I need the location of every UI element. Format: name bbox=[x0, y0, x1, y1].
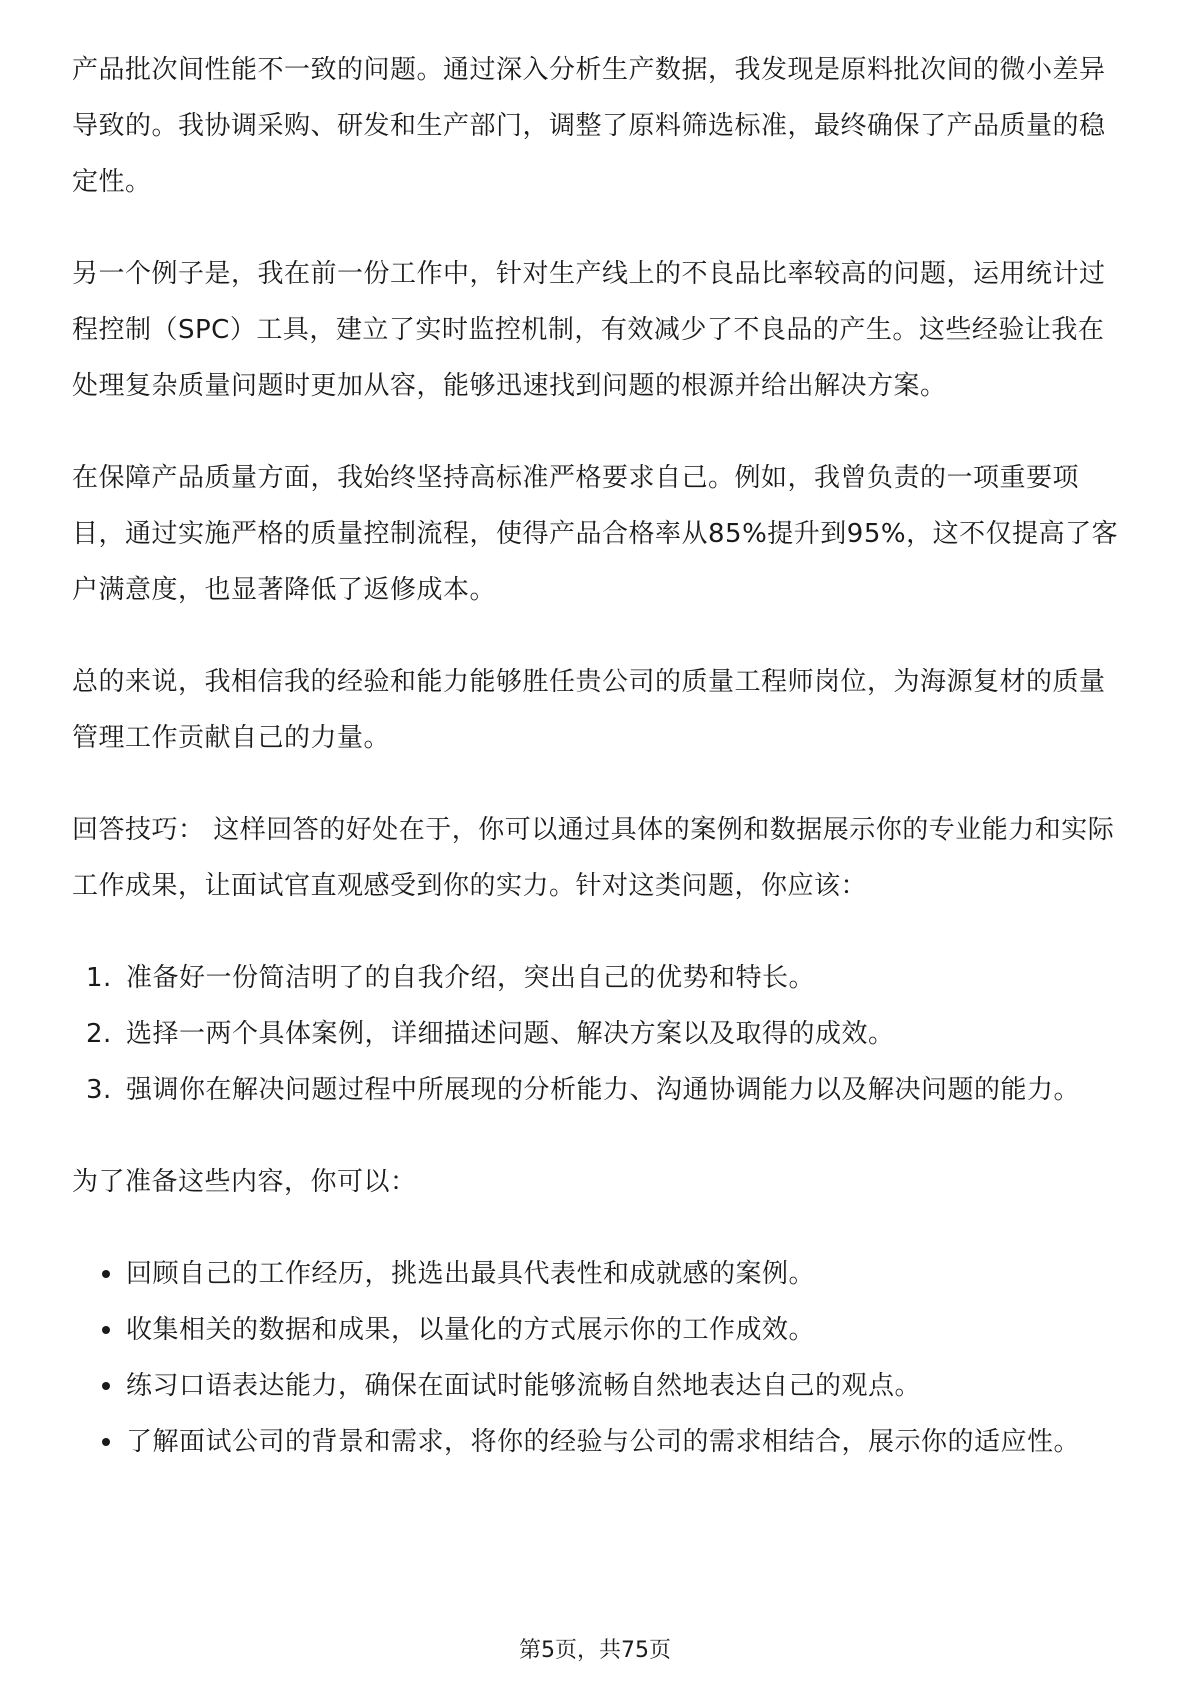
bullet-icon bbox=[102, 1326, 110, 1334]
page-footer: 第5页，共75页 bbox=[519, 1638, 671, 1663]
list-item-text: 选择一两个具体案例，详细描述问题、解决方案以及取得的成效。 bbox=[126, 1019, 895, 1049]
list-item bbox=[72, 1414, 1122, 1470]
bullet-icon bbox=[102, 1270, 110, 1278]
list-item-text: 准备好一份简洁明了的自我介绍，突出自己的优势和特长。 bbox=[126, 963, 816, 993]
list-item-text: 收集相关的数据和成果，以量化的方式展示你的工作成效。 bbox=[126, 1315, 816, 1345]
list-item bbox=[72, 1302, 1122, 1358]
paragraph: 在保障产品质量方面，我始终坚持高标准严格要求自己。例如，我曾负责的一项重要项目，通过实施严格的质量控制流程，使得产品合格率从85%提升到95%，这不仅提高了客户满意度，也显著降低了返修成本。 bbox=[72, 463, 1119, 605]
list-item-text: 练习口语表达能力，确保在面试时能够流畅自然地表达自己的观点。 bbox=[126, 1371, 922, 1401]
list-item bbox=[72, 950, 1122, 1006]
list-number: 3. bbox=[86, 1075, 112, 1105]
paragraph: 总的来说，我相信我的经验和能力能够胜任贵公司的质量工程师岗位，为海源复材的质量管理工作贡献自己的力量。 bbox=[72, 667, 1106, 753]
document-body bbox=[72, 42, 1122, 1506]
paragraph: 产品批次间性能不一致的问题。通过深入分析生产数据，我发现是原料批次间的微小差异导致的。我协调采购、研发和生产部门，调整了原料筛选标准，最终确保了产品质量的稳定性。 bbox=[72, 55, 1106, 197]
bullet-icon bbox=[102, 1438, 110, 1446]
list-item bbox=[72, 1246, 1122, 1302]
bullet-icon bbox=[102, 1382, 110, 1390]
bullet-list bbox=[72, 1246, 1122, 1470]
list-number: 1. bbox=[86, 963, 112, 993]
paragraph: 另一个例子是，我在前一份工作中，针对生产线上的不良品比率较高的问题，运用统计过程控制（SPC）工具，建立了实时监控机制，有效减少了不良品的产生。这些经验让我在处理复杂质量问题时更加从容，能够迅速找到问题的根源并给出解决方案。 bbox=[72, 259, 1106, 401]
ordered-list bbox=[72, 950, 1122, 1118]
list-item bbox=[72, 1006, 1122, 1062]
answer-tips-paragraph: 回答技巧： 这样回答的好处在于，你可以通过具体的案例和数据展示你的专业能力和实际工作成果，让面试官直观感受到你的实力。针对这类问题，你应该： bbox=[72, 815, 1115, 901]
list-item-text: 了解面试公司的背景和需求，将你的经验与公司的需求相结合，展示你的适应性。 bbox=[126, 1427, 1081, 1457]
list-item bbox=[72, 1358, 1122, 1414]
list-number: 2. bbox=[86, 1019, 112, 1049]
list-item-text: 回顾自己的工作经历，挑选出最具代表性和成就感的案例。 bbox=[126, 1259, 816, 1289]
list-item-text: 强调你在解决问题过程中所展现的分析能力、沟通协调能力以及解决问题的能力。 bbox=[126, 1075, 1081, 1105]
list-item bbox=[72, 1062, 1122, 1118]
prep-intro: 为了准备这些内容，你可以： bbox=[72, 1167, 417, 1197]
